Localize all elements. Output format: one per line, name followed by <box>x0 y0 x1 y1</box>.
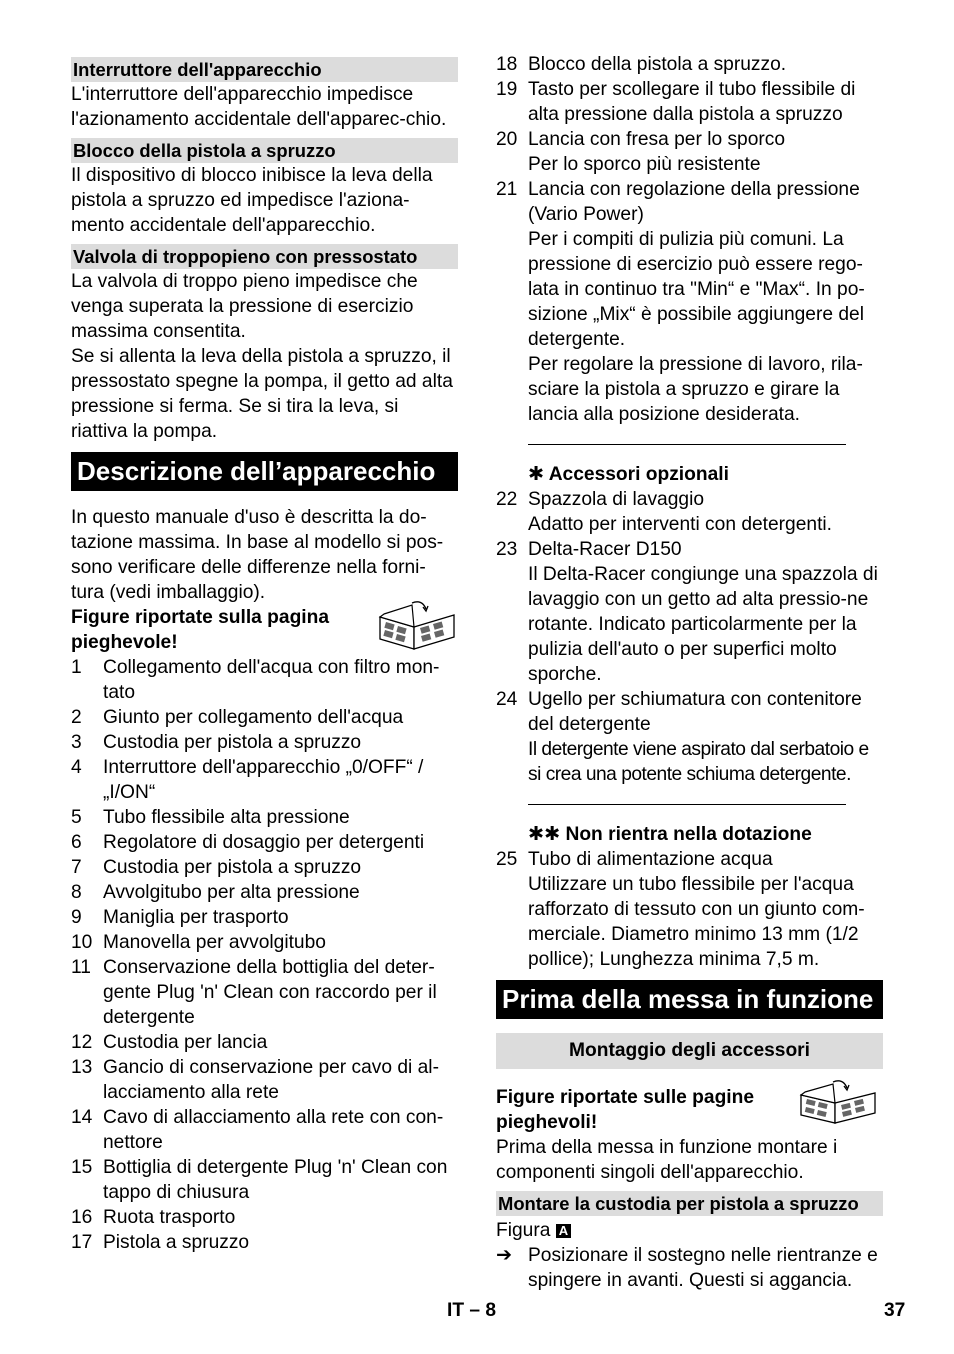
list-item <box>71 805 458 830</box>
list-item <box>71 880 458 905</box>
separator-line <box>496 427 883 452</box>
item-text: Maniglia per trasporto <box>103 907 289 928</box>
item-number: 17 <box>71 1232 93 1253</box>
item-number: 13 <box>71 1057 93 1078</box>
figure-box-a: A <box>556 1224 571 1238</box>
item-text: Spazzola di lavaggio <box>528 489 705 510</box>
list-item <box>496 52 883 77</box>
item-number: 5 <box>71 807 82 828</box>
paragraph-mounting: Prima della messa in funzione montare i componenti singoli dell'apparecchio. <box>496 1137 838 1183</box>
list-item <box>71 905 458 930</box>
list-item <box>496 847 883 872</box>
item-number: 12 <box>71 1032 93 1053</box>
list-item <box>71 655 458 705</box>
item-text: Tubo di alimentazione acqua <box>528 849 773 870</box>
not-included-heading: ✱✱ Non rientra nella dotazione <box>528 824 812 845</box>
item-number: 25 <box>496 849 518 870</box>
footer-language-page: IT – 8 <box>447 1300 497 1321</box>
item-number: 15 <box>71 1157 93 1178</box>
item-text: Giunto per collegamento dell'acqua <box>103 707 404 728</box>
item-text: Tasto per scollegare il tubo flessibile di alta pressione dalla pistola a spruzzo <box>528 79 856 125</box>
item-text: Pistola a spruzzo <box>103 1232 250 1253</box>
item-description: Per regolare la pressione di lavoro, rila-sciare la pistola a spruzzo e girare la lancia alla posizione desiderata. <box>528 354 863 425</box>
paragraph-description: In questo manuale d'uso è descritta la do-tazione massima. In base al modello si pos-sono verificare delle differenze nella forni-tura (vedi imballaggio). <box>71 507 444 603</box>
item-text: Lancia con fresa per lo sporco <box>528 129 786 150</box>
paragraph-switch: L'interruttore dell'apparecchio impedisce l'azionamento accidentale dell'apparec-chio. <box>71 84 447 130</box>
item-number: 10 <box>71 932 93 953</box>
list-item <box>71 1205 458 1230</box>
item-number: 24 <box>496 689 518 710</box>
list-item <box>71 930 458 955</box>
item-text: Avvolgitubo per alta pressione <box>103 882 360 903</box>
list-item <box>71 1105 458 1155</box>
list-item <box>71 730 458 755</box>
paragraph-valve-1: La valvola di troppo pieno impedisce che venga superata la pressione di esercizio massima consentita. <box>71 271 418 342</box>
section-heading-lock: Blocco della pistola a spruzzo <box>71 138 458 163</box>
list-item <box>71 1230 458 1255</box>
item-number: 4 <box>71 757 82 778</box>
item-text: Custodia per lancia <box>103 1032 268 1053</box>
item-number: 22 <box>496 489 518 510</box>
item-number: 18 <box>496 54 518 75</box>
chapter-heading-before-use: Prima della messa in funzione <box>496 980 883 1019</box>
item-text: Custodia per pistola a spruzzo <box>103 857 362 878</box>
foldout-note <box>71 605 458 655</box>
item-description: Utilizzare un tubo flessibile per l'acqua rafforzato di tessuto con un giunto com-merciale. Diametro minimo 13 mm (1/2 pollice); Lunghezza minima 7,5 m. <box>528 874 865 970</box>
item-number: 16 <box>71 1207 93 1228</box>
list-item <box>71 855 458 880</box>
list-item <box>71 830 458 855</box>
item-number: 8 <box>71 882 82 903</box>
item-number: 20 <box>496 129 518 150</box>
page-footer <box>0 1298 954 1324</box>
list-item <box>71 1055 458 1105</box>
list-item <box>71 1030 458 1055</box>
item-text: Ruota trasporto <box>103 1207 236 1228</box>
list-item <box>71 1155 458 1205</box>
item-text: Conservazione della bottiglia del deter-gente Plug 'n' Clean con raccordo per il detergente <box>103 957 437 1028</box>
instruction-text: Posizionare il sostegno nelle rientranze e spingere in avanti. Questi si aggancia. <box>528 1245 878 1291</box>
item-number: 7 <box>71 857 82 878</box>
right-column <box>496 52 883 1293</box>
list-item <box>71 705 458 730</box>
arrow-right-icon: ➔ <box>496 1245 513 1266</box>
list-item <box>496 687 883 737</box>
footer-page-number: 37 <box>884 1300 906 1321</box>
item-text: Gancio di conservazione per cavo di al-lacciamento alla rete <box>103 1057 439 1103</box>
section-heading-valve: Valvola di troppopieno con pressostato <box>71 244 458 269</box>
item-text: Interruttore dell'apparecchio „0/OFF“ / „I/ON“ <box>103 757 424 803</box>
chapter-heading-description: Descrizione dell’apparecchio <box>71 452 458 491</box>
item-number: 9 <box>71 907 82 928</box>
list-item <box>496 77 883 127</box>
item-number: 11 <box>71 957 91 978</box>
item-number: 1 <box>71 657 82 678</box>
section-heading-gun-holder: Montare la custodia per pistola a spruzzo <box>496 1191 883 1216</box>
item-text: Ugello per schiumatura con contenitore del detergente <box>528 689 862 735</box>
item-text: Lancia con regolazione della pressione (Vario Power) <box>528 179 860 225</box>
list-item <box>71 755 458 805</box>
item-text: Custodia per pistola a spruzzo <box>103 732 362 753</box>
section-heading-switch: Interruttore dell'apparecchio <box>71 57 458 82</box>
instruction-step <box>496 1243 883 1293</box>
subsection-heading-mounting: Montaggio degli accessori <box>496 1033 883 1069</box>
item-number: 19 <box>496 79 518 100</box>
item-number: 2 <box>71 707 82 728</box>
item-text: Delta-Racer D150 <box>528 539 682 560</box>
parts-list-left <box>71 655 458 1255</box>
figure-label: Figura <box>496 1220 551 1241</box>
open-book-icon <box>793 1079 883 1125</box>
list-item <box>496 487 883 512</box>
figure-reference <box>496 1218 883 1243</box>
foldout-note-text: Figure riportate sulle pagine pieghevoli! <box>496 1087 755 1133</box>
list-item <box>496 127 883 152</box>
item-text: Manovella per avvolgitubo <box>103 932 326 953</box>
item-description: Il Delta-Racer congiunge una spazzola di lavaggio con un getto ad alta pressio-ne rotante. Indicato particolarmente per la pulizia dell'auto o per superfici molto sporche. <box>528 564 878 685</box>
list-item <box>496 177 883 227</box>
open-book-icon <box>376 599 458 651</box>
item-number: 3 <box>71 732 82 753</box>
item-text: Cavo di allacciamento alla rete con con-nettore <box>103 1107 444 1153</box>
paragraph-lock: Il dispositivo di blocco inibisce la leva della pistola a spruzzo ed impedisce l'aziona-mento accidentale dell'apparecchio. <box>71 165 433 236</box>
foldout-note-text: Figure riportate sulla pagina pieghevole! <box>71 607 330 653</box>
item-text: Regolatore di dosaggio per detergenti <box>103 832 425 853</box>
item-description: Per lo sporco più resistente <box>528 154 761 175</box>
separator-line <box>496 787 883 812</box>
foldout-note <box>496 1085 883 1135</box>
left-column <box>71 52 458 1255</box>
optional-accessories-heading: ✱ Accessori opzionali <box>528 464 729 485</box>
item-description: Il detergente viene aspirato dal serbatoio e si crea una potente schiuma detergente. <box>528 739 869 785</box>
item-text: Collegamento dell'acqua con filtro mon-tato <box>103 657 440 703</box>
item-description: Per i compiti di pulizia più comuni. La pressione di esercizio può essere rego-lata in continuo tra "Min“ e "Max“. In po-sizione „Mix“ è possibile aggiungere del detergente. <box>528 229 865 350</box>
item-number: 23 <box>496 539 518 560</box>
paragraph-valve-2: Se si allenta la leva della pistola a spruzzo, il pressostato spegne la pompa, il getto ad alta pressione si ferma. Se si tira la leva, si riattiva la pompa. <box>71 346 453 442</box>
item-text: Tubo flessibile alta pressione <box>103 807 350 828</box>
list-item <box>71 955 458 1030</box>
item-description: Adatto per interventi con detergenti. <box>528 514 832 535</box>
item-text: Bottiglia di detergente Plug 'n' Clean con tappo di chiusura <box>103 1157 448 1203</box>
item-number: 21 <box>496 179 518 200</box>
item-text: Blocco della pistola a spruzzo. <box>528 54 787 75</box>
item-number: 6 <box>71 832 82 853</box>
item-number: 14 <box>71 1107 93 1128</box>
list-item <box>496 537 883 562</box>
